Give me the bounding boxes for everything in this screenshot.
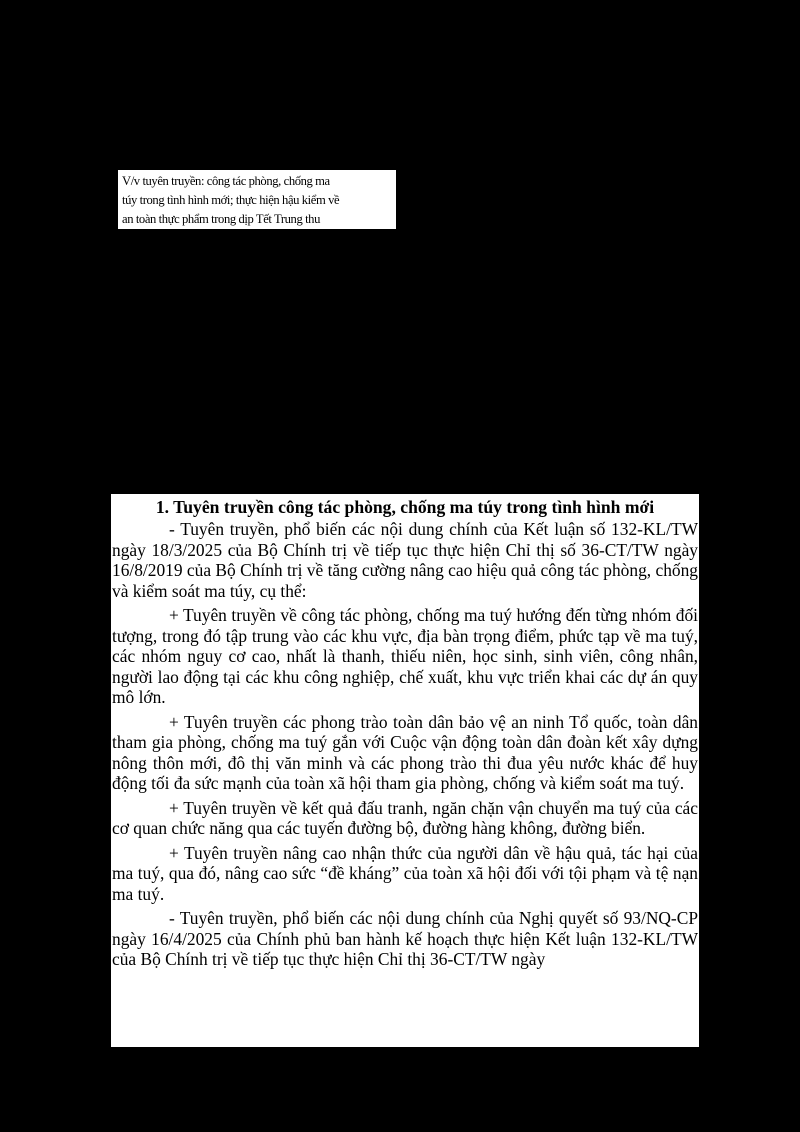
subject-summary-box bbox=[118, 170, 396, 229]
subject-line-1: V/v tuyên truyền: công tác phòng, chống ma bbox=[122, 174, 330, 188]
paragraph-enforcement-results: + Tuyên truyền về kết quả đấu tranh, ngăn chặn vận chuyển ma tuý của các cơ quan chức năng qua các tuyến đường bộ, đường hàng không, đường biển. bbox=[112, 797, 698, 838]
subject-line-2: túy trong tình hình mới; thực hiện hậu kiểm về bbox=[122, 193, 340, 207]
subject-line-3: an toàn thực phẩm trong dịp Tết Trung thu bbox=[122, 212, 320, 226]
section-heading: 1. Tuyên truyền công tác phòng, chống ma túy trong tình hình mới bbox=[155, 497, 655, 517]
document-body bbox=[111, 494, 699, 1047]
paragraph-public-movements: + Tuyên truyền các phong trào toàn dân bảo vệ an ninh Tổ quốc, toàn dân tham gia phòng, chống ma tuý gắn với Cuộc vận động toàn dân đoàn kết xây dựng nông thôn mới, đô thị văn minh và các phong trào thi đua yêu nước khác để huy động tối đa sức mạnh của toàn xã hội tham gia phòng, chống và kiểm soát ma tuý. bbox=[112, 711, 698, 793]
paragraph-resolution-93: - Tuyên truyền, phổ biến các nội dung chính của Nghị quyết số 93/NQ-CP ngày 16/4/2025 của Chính phủ ban hành kế hoạch thực hiện Kết luận 132-KL/TW của Bộ Chính trị về tiếp tục thực hiện Chỉ thị 36-CT/TW ngày bbox=[112, 908, 698, 969]
paragraph-conclusion-132: - Tuyên truyền, phổ biến các nội dung chính của Kết luận số 132-KL/TW ngày 18/3/2025 của Bộ Chính trị về tiếp tục thực hiện Chỉ thị số 36-CT/TW ngày 16/8/2019 của Bộ Chính trị về tăng cường nâng cao hiệu quả công tác phòng, chống và kiểm soát ma túy, cụ thể: bbox=[112, 519, 698, 601]
paragraph-target-groups: + Tuyên truyền về công tác phòng, chống ma tuý hướng đến từng nhóm đối tượng, trong đó tập trung vào các khu vực, địa bàn trọng điểm, phức tạp về ma tuý, các nhóm nguy cơ cao, nhất là thanh, thiếu niên, học sinh, sinh viên, công nhân, người lao động tại các khu công nghiệp, chế xuất, khu vực triển khai các dự án quy mô lớn. bbox=[112, 605, 698, 707]
paragraph-awareness: + Tuyên truyền nâng cao nhận thức của người dân về hậu quả, tác hại của ma tuý, qua đó, nâng cao sức “đề kháng” của toàn xã hội đối với tội phạm và tệ nạn ma tuý. bbox=[112, 842, 698, 904]
